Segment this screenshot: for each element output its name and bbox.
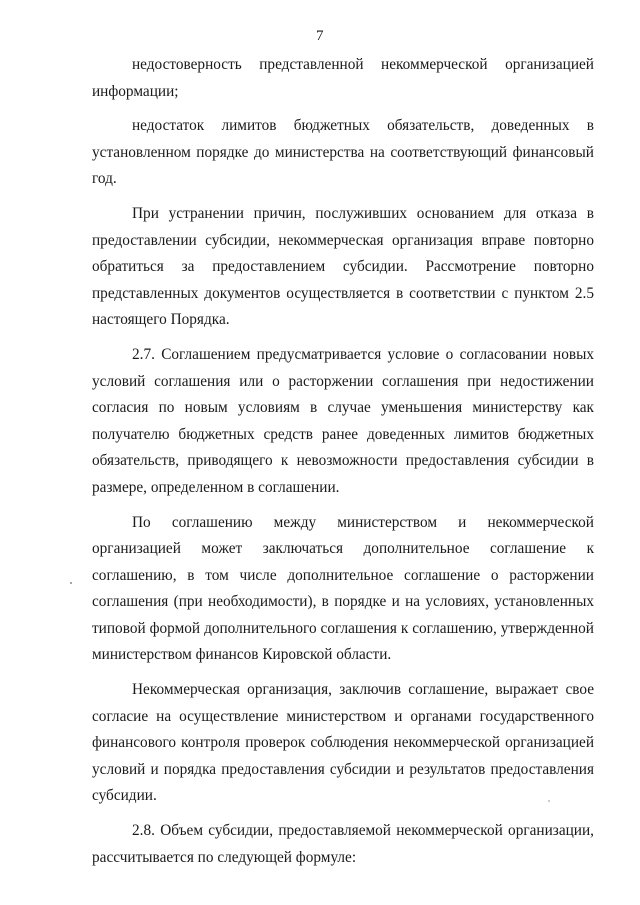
paragraph-additional-agreement: По соглашению между министерством и некоммерческой организацией может заключаться дополнительное соглашение к соглашению, в том числе дополнительное соглашение о расторжении соглашения (при необходимости), в порядке и на условиях, установленных типовой формой дополнительного соглашения к соглашению, утвержденной министерством финансов Кировской области.	[92, 513, 594, 664]
scan-speck	[548, 800, 550, 802]
page-number: 7	[316, 28, 324, 44]
paragraph-clause-2-8: 2.8. Объем субсидии, предоставляемой некоммерческой организации, рассчитывается по следующей формуле:	[92, 822, 594, 866]
paragraph-unreliable-information: недостоверность представленной некоммерческой организацией информации;	[92, 56, 594, 100]
paragraph-repeated-application: При устранении причин, послуживших основанием для отказа в предоставлении субсидии, некоммерческая организация вправе повторно обратиться за предоставлением субсидии. Рассмотрение повторно представленных документов осуществляется в соответствии с пунктом 2.5 настоящего Порядка.	[92, 204, 594, 329]
paragraph-insufficient-limits: недостаток лимитов бюджетных обязательств, доведенных в установленном порядке до министерства на соответствующий финансовый год.	[92, 117, 594, 188]
document-body	[92, 52, 594, 871]
scan-speck	[70, 582, 72, 584]
paragraph-clause-2-7: 2.7. Соглашением предусматривается условие о согласовании новых условий соглашения или о расторжении соглашения при недостижении согласия по новым условиям в случае уменьшения министерству как получателю бюджетных средств ранее доведенных лимитов бюджетных обязательств, приводящего к невозможности предоставления субсидии в размере, определенном в соглашении.	[92, 345, 594, 496]
paragraph-consent-to-inspections: Некоммерческая организация, заключив соглашение, выражает свое согласие на осуществление министерством и органами государственного финансового контроля проверок соблюдения некоммерческой организацией условий и порядка предоставления субсидии и результатов предоставления субсидии.	[92, 681, 594, 805]
